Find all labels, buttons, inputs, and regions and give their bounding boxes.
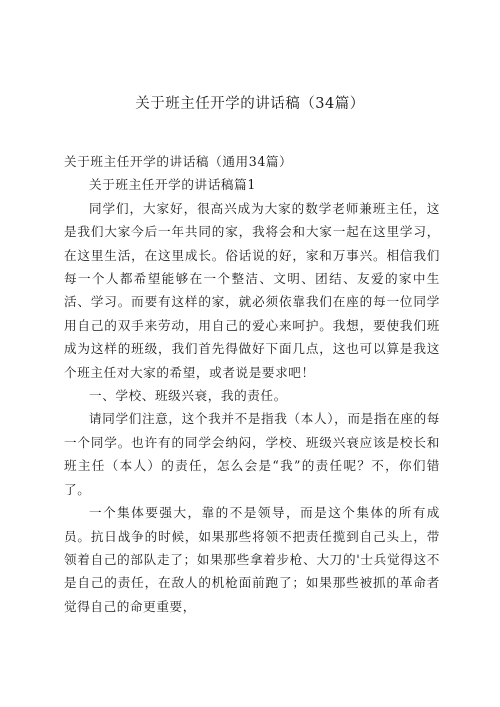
document-title: 关于班主任开学的讲话稿（34篇） [135, 96, 365, 112]
paragraph: 请同学们注意，这个我并不是指我（本人），而是指在座的每一个同学。也许有的同学会纳闷，学校、班级兴衰应该是校长和班主任（本人）的责任，怎么会是“我”的责任呢？不，你们错了。 [64, 411, 440, 497]
paragraph: 同学们，大家好，很高兴成为大家的数学老师兼班主任，这是我们大家今后一年共同的家，我将会和大家一起在这里学习，在这里生活，在这里成长。俗话说的好，家和万事兴。相信我们每一个人都希望能够在一个整洁、文明、团结、友爱的家中生活、学习。而要有这样的家，就必须依靠我们在座的每一位同学用自己的双手来劳动，用自己的爱心来呵护。我想，要使我们班成为这样的班级，我们首先得做好下面几点，这也可以算是我这个班主任对大家的希望，或者说是要求吧！ [64, 200, 440, 380]
document-subtitle: 关于班主任开学的讲话稿（通用34篇） [64, 154, 293, 169]
document-body [64, 150, 440, 618]
section-heading: 一、学校、班级兴衰，我的责任。 [89, 388, 287, 404]
paragraph: 一个集体要强大，靠的不是领导，而是这个集体的所有成员。抗日战争的时候，如果那些将领不把责任揽到自己头上，带领着自己的部队走了；如果那些拿着步枪、大刀的'士兵觉得这不是自己的责任，在敌人的机枪面前跑了；如果那些被抓的革命者觉得自己的命更重要， [64, 505, 440, 614]
chapter-heading: 关于班主任开学的讲话稿篇1 [89, 177, 256, 193]
